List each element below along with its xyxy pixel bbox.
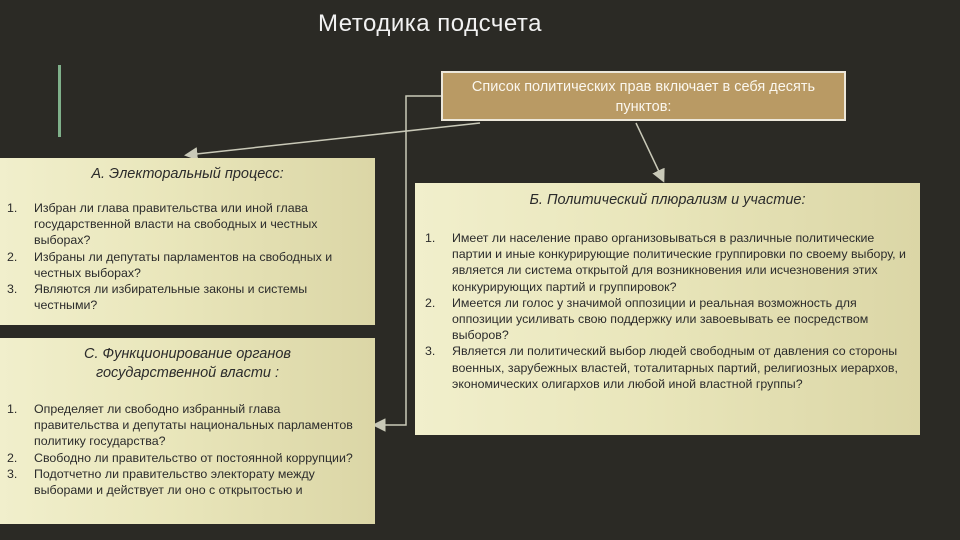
list-item xyxy=(7,450,364,466)
panel-government-functioning xyxy=(0,338,375,524)
panel-electoral-process xyxy=(0,158,375,325)
item-number: 1. xyxy=(425,231,436,245)
item-number: 3. xyxy=(7,466,18,481)
top-summary-box: Список политических прав включает в себя десять пунктов: xyxy=(441,71,846,121)
list-item xyxy=(425,295,917,344)
list-item xyxy=(7,200,364,249)
list-item xyxy=(7,466,364,498)
panel-heading: Б. Политический плюрализм и участие: xyxy=(529,192,806,208)
item-text: Имеется ли голос у значимой оппозиции и реальная возможность для оппозиции усиливать свою поддержку или завоевывать ее посредством выборов? xyxy=(452,295,869,343)
item-text: Имеет ли население право организовываться в различные политические партии и иные конкурирующие политические группировки по своему выбору, и является ли система открытой для возникновения или исчезновения этих конкурирующих партий и группировок? xyxy=(452,231,906,294)
item-text: Определяет ли свободно избранный глава правительства и депутаты национальных парламентов политику государства? xyxy=(34,402,353,449)
item-number: 3. xyxy=(7,282,18,297)
item-text: Избраны ли депутаты парламентов на свободных и честных выборах? xyxy=(34,249,333,280)
item-number: 1. xyxy=(7,402,18,416)
item-text: Подотчетно ли правительство электорату между выборами и действует ли оно с открытостью и xyxy=(34,466,315,498)
item-number: 2. xyxy=(7,249,18,264)
list-item xyxy=(7,281,364,313)
item-number: 1. xyxy=(7,201,18,215)
criteria-list xyxy=(425,230,917,392)
list-item xyxy=(425,343,917,392)
item-text: Являются ли избирательные законы и системы честными? xyxy=(34,282,308,313)
criteria-list xyxy=(7,401,364,498)
panel-heading: А. Электоральный процесс: xyxy=(91,166,284,182)
item-number: 3. xyxy=(425,344,436,359)
criteria-list xyxy=(7,200,364,313)
connector-to-panel-b xyxy=(636,123,663,180)
item-number: 2. xyxy=(7,450,18,465)
page-title: Методика подсчета xyxy=(318,10,542,37)
list-item xyxy=(7,249,364,281)
item-text: Свободно ли правительство от постоянной коррупции? xyxy=(34,450,353,465)
panel-heading: С. Функционирование органов государственной власти : xyxy=(84,346,291,381)
item-text: Является ли политический выбор людей свободным от давления со стороны военных, зарубежных властей, тоталитарных партий, религиозных иерархов, экономических олигархов или любой иной властной группы? xyxy=(452,344,898,391)
connector-to-panel-a xyxy=(187,123,480,155)
list-item xyxy=(7,401,364,450)
item-number: 2. xyxy=(425,295,436,310)
panel-political-pluralism xyxy=(415,183,920,435)
item-text: Избран ли глава правительства или иной глава государственной власти на свободных и честных выборах? xyxy=(34,201,318,248)
list-item xyxy=(425,230,917,295)
